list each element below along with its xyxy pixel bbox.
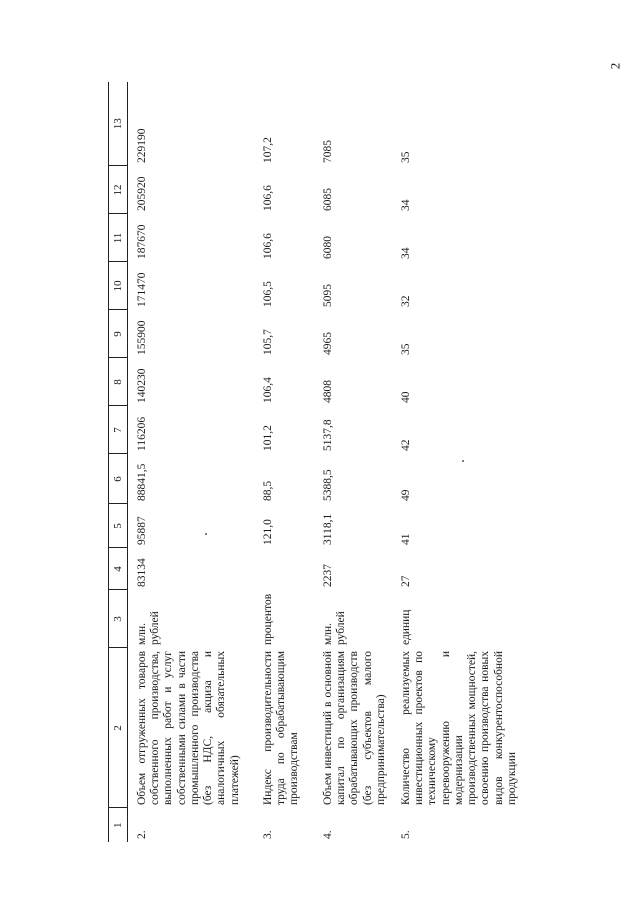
header-cell: 9	[109, 310, 128, 358]
value-cell: 27	[400, 575, 412, 587]
page-number: 2	[607, 62, 623, 70]
value-cell: 155900	[136, 320, 148, 355]
header-cell: 8	[109, 358, 128, 406]
header-cell: 4	[109, 548, 128, 590]
table-row	[314, 82, 392, 842]
value-cell: 49	[400, 489, 412, 501]
value-cell: 35	[400, 343, 412, 355]
value-cell: 35	[400, 151, 412, 163]
value-cell: 187670	[136, 224, 148, 259]
value-cell: 6085	[322, 188, 334, 211]
value-cell: 5095	[322, 284, 334, 307]
value-cell: 34	[400, 199, 412, 211]
row-number: 3.	[262, 830, 274, 839]
header-cell: 1	[109, 808, 128, 842]
value-cell: 106,6	[262, 185, 274, 211]
value-cell: 5388,5	[322, 469, 334, 501]
value-cell: 88,5	[262, 480, 274, 501]
value-cell: 6080	[322, 236, 334, 259]
unit-cell: млн. рублей	[136, 611, 162, 645]
indicator-name: Объем инвестиций в основной капитал по организациям обрабатывающих производств (без субъектов малого предпринимательства)	[322, 651, 387, 805]
header-cell: 3	[109, 590, 128, 648]
header-cell: 13	[109, 82, 128, 166]
value-cell: 140230	[136, 368, 148, 403]
row-number: 2.	[136, 830, 148, 839]
value-cell: 34	[400, 247, 412, 259]
scan-speck	[462, 460, 464, 462]
table-header-row	[109, 82, 128, 842]
header-cell: 6	[109, 454, 128, 504]
header-cell: 2	[109, 648, 128, 808]
indicator-table	[108, 82, 530, 842]
value-cell: 3118,1	[322, 513, 334, 545]
value-cell: 7085	[322, 140, 334, 163]
indicator-name: Количество реализуемых инвестиционных проектов по техническому перевооружению и модернизации производственных мощностей, освоению производства новых видов конкурентоспособной продукции	[400, 651, 518, 805]
value-cell: 32	[400, 295, 412, 307]
value-cell: 106,6	[262, 233, 274, 259]
value-cell: 116206	[136, 416, 148, 451]
value-cell: 101,2	[262, 425, 274, 451]
value-cell: 42	[400, 439, 412, 451]
unit-cell: млн. рублей	[322, 611, 348, 645]
indicator-name: Объем отгруженных товаров собственного производства, выполненных работ и услуг собственными силами в части промышленного производства (без НДС, акциза и аналогичных обязательных платежей)	[136, 651, 241, 805]
header-cell: 7	[109, 406, 128, 454]
value-cell	[254, 548, 314, 590]
value-cell: 88841,5	[136, 463, 148, 501]
value-cell: 229190	[136, 128, 148, 163]
value-cell: 41	[400, 533, 412, 545]
value-cell: 40	[400, 391, 412, 403]
value-cell: 95887	[136, 516, 148, 545]
row-number: 5.	[400, 830, 412, 839]
table-row	[392, 82, 530, 842]
value-cell: 4808	[322, 380, 334, 403]
unit-cell: единиц	[400, 609, 412, 645]
value-cell: 5137,8	[322, 419, 334, 451]
table-row	[128, 82, 255, 842]
value-cell: 121,0	[262, 519, 274, 545]
indicator-name: Индекс производительности труда по обрабатывающим производствам	[262, 651, 301, 805]
value-cell: 83134	[136, 558, 148, 587]
table-row	[254, 82, 314, 842]
value-cell: 105,7	[262, 329, 274, 355]
value-cell: 4965	[322, 332, 334, 355]
value-cell: 106,4	[262, 377, 274, 403]
indicator-table-sheet	[108, 82, 528, 842]
value-cell: 106,5	[262, 281, 274, 307]
unit-cell: процентов	[262, 593, 274, 645]
value-cell: 171470	[136, 272, 148, 307]
header-cell: 11	[109, 214, 128, 262]
header-cell: 10	[109, 262, 128, 310]
value-cell: 2237	[322, 564, 334, 587]
value-cell: 205920	[136, 176, 148, 211]
header-cell: 12	[109, 166, 128, 214]
value-cell: 107,2	[262, 137, 274, 163]
scan-speck	[205, 533, 207, 535]
row-number: 4.	[322, 830, 334, 839]
header-cell: 5	[109, 504, 128, 548]
